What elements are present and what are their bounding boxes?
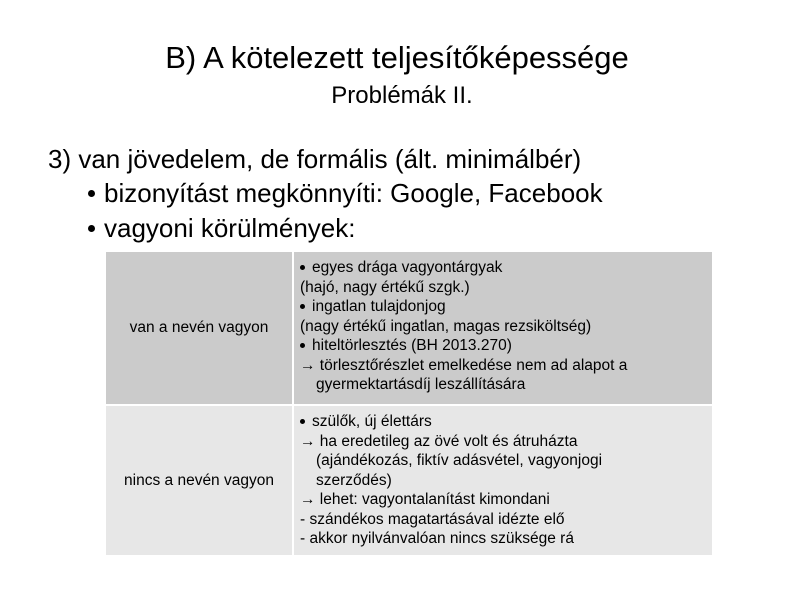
bullet-item xyxy=(88,176,603,211)
content-line: (ajándékozás, fiktív adásvétel, vagyonjogi xyxy=(316,452,603,469)
content-line: ingatlan tulajdonjog xyxy=(300,297,712,317)
point-heading: 3) van jövedelem, de formális (ált. minimálbér) xyxy=(48,144,582,174)
row-content xyxy=(294,252,712,404)
table-row xyxy=(106,406,712,555)
content-line: (hajó, nagy értékű szgk.) xyxy=(300,278,470,296)
bullet-icon xyxy=(88,190,95,197)
slide-subtitle: Problémák II. xyxy=(331,82,473,109)
bullet-icon xyxy=(300,304,305,309)
content-line: - szándékos magatartásával idézte elő xyxy=(300,510,565,528)
row-label: nincs a nevén vagyon xyxy=(124,471,274,489)
bullet-icon xyxy=(300,419,305,424)
content-line: szülők, új élettárs xyxy=(300,412,712,432)
bullet-icon xyxy=(300,343,305,348)
content-line: hiteltörlesztés (BH 2013.270) xyxy=(300,336,712,356)
content-line: (nagy értékű ingatlan, magas rezsiköltség) xyxy=(300,317,592,335)
bullet-text: vagyoni körülmények: xyxy=(104,213,356,243)
slide-title: B) A kötelezett teljesítőképessége xyxy=(165,40,629,75)
content-line: gyermektartásdíj leszállítására xyxy=(316,376,526,393)
bullet-item xyxy=(88,211,603,246)
bullet-list xyxy=(88,176,603,246)
bullet-icon xyxy=(88,225,95,232)
row-label: van a nevén vagyon xyxy=(129,319,269,336)
bullet-icon xyxy=(300,265,305,270)
content-line: → lehet: vagyontalanítást kimondani xyxy=(300,491,550,508)
table-row xyxy=(106,252,712,404)
content-line: → törlesztőrészlet emelkedése nem ad alapot a xyxy=(300,356,628,374)
row-content xyxy=(294,406,712,555)
property-table xyxy=(106,252,712,555)
content-line: szerződés) xyxy=(316,471,392,489)
content-line: → ha eredetileg az övé volt és átruházta xyxy=(300,432,578,450)
bullet-text: bizonyítást megkönnyíti: Google, Facebook xyxy=(104,178,603,208)
content-line: - akkor nyilvánvalóan nincs szüksége rá xyxy=(300,530,574,547)
content-line: egyes drága vagyontárgyak xyxy=(300,258,712,278)
